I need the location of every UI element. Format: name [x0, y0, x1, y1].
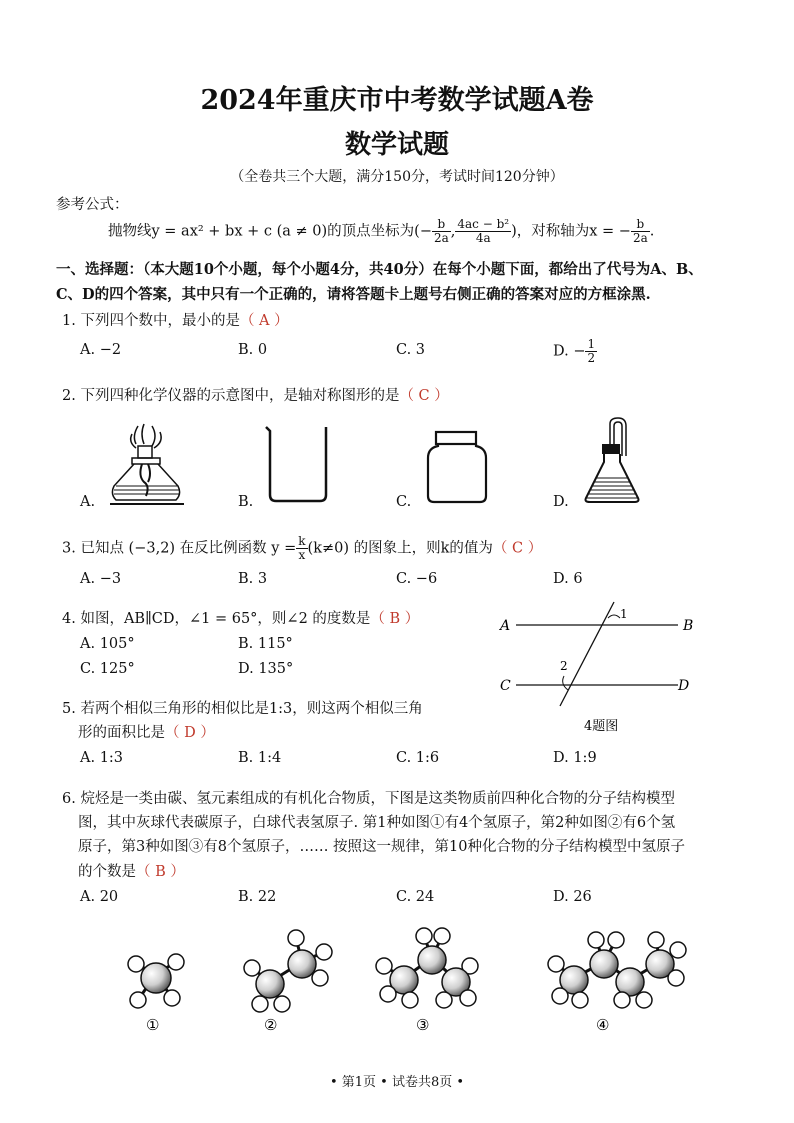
q6-option-a: A. 20: [80, 889, 119, 905]
page-subtitle: 数学试题: [344, 130, 449, 160]
molecule-4-label: ④: [596, 1016, 610, 1034]
formula-axis: $\frac{b}{2a}$: [632, 217, 648, 245]
q1-answer: （ A ）: [239, 313, 289, 329]
exam-note: （全卷共三个大题，满分150分，考试时间120分钟）: [230, 169, 564, 185]
q1-option-d: D. − $\frac{1}{2}$: [553, 337, 596, 365]
q5-stem-line2: 形的面积比是（ D ）: [78, 725, 215, 741]
q4-stem: 4. 如图，AB∥CD，∠1 = 65°，则∠2 的度数是（ B ）: [62, 611, 420, 627]
q6-answer: （ B ）: [136, 864, 185, 880]
angle-1-label: 1: [620, 607, 628, 621]
label-c: C: [500, 678, 511, 694]
molecule-4: [548, 932, 686, 1008]
q4-option-c: C. 125°: [80, 661, 135, 677]
q4-option-a: A. 105°: [80, 636, 135, 652]
q2-option-c: C.: [396, 494, 412, 510]
molecule-2-label: ②: [264, 1016, 278, 1034]
q2-answer: （ C ）: [399, 388, 449, 404]
q6-line4: 的个数是（ B ）: [78, 864, 185, 880]
figure-caption: 4题图: [584, 719, 619, 734]
q2-option-a: A.: [80, 494, 96, 510]
page-title: 2024年重庆市中考数学试题A卷: [200, 85, 594, 116]
q5-option-b: B. 1:4: [238, 750, 282, 766]
label-a: A: [500, 618, 511, 634]
q2-option-d: D.: [553, 494, 569, 510]
formula-vertex-y: $\frac{\text{4ac − b²}}{4a}$: [457, 217, 510, 245]
beaker-figure: [262, 423, 332, 505]
q1-option-a: A. −2: [80, 342, 122, 358]
molecule-figures: [110, 922, 710, 1040]
q5-answer: （ D ）: [165, 725, 215, 741]
formula-line: 抛物线y = ax² + bx + c (a ≠ 0)的顶点坐标为(− $\frac{b}{2a}$ , $\frac{\text{4ac − b²}}{4a}$ )，对称轴为x = − $\frac{b}{2a}$ .: [108, 217, 655, 245]
q5-stem-line1: 5. 若两个相似三角形的相似比是1:3，则这两个相似三角: [62, 701, 423, 717]
formula-prefix: 抛物线y = ax² + bx + c (a ≠ 0)的顶点坐标为(−: [108, 223, 432, 240]
q5-option-c: C. 1:6: [396, 750, 440, 766]
q3-fraction: $\frac{k}{x}$: [298, 534, 306, 562]
bottle-figure: [424, 428, 490, 506]
q3-option-d: D. 6: [553, 571, 583, 587]
flask-figure: [580, 416, 660, 508]
page-footer: • 第1页 • 试卷共8页 •: [329, 1075, 465, 1090]
molecule-3: [376, 928, 478, 1008]
formula-label: 参考公式：: [56, 197, 129, 213]
q1-option-b: B. 0: [238, 342, 268, 358]
molecule-1: [128, 954, 184, 1008]
molecule-2: [244, 930, 332, 1012]
q6-option-c: C. 24: [396, 889, 435, 905]
q2-option-b: B.: [238, 494, 254, 510]
q3-option-b: B. 3: [238, 571, 268, 587]
q5-option-d: D. 1:9: [553, 750, 597, 766]
q3-option-a: A. −3: [80, 571, 122, 587]
q6-option-b: B. 22: [238, 889, 277, 905]
q6-line1: 6. 烷烃是一类由碳、氢元素组成的有机化合物质，下图是这类物质前四种化合物的分子结构模型: [62, 791, 675, 807]
q4-option-b: B. 115°: [238, 636, 293, 652]
alcohol-lamp-figure: [102, 420, 192, 512]
q4-option-d: D. 135°: [238, 661, 294, 677]
formula-vertex-x: $\frac{b}{2a}$: [433, 217, 449, 245]
q2-stem: 2. 下列四种化学仪器的示意图中，是轴对称图形的是（ C ）: [62, 388, 449, 404]
q3-option-c: C. −6: [396, 571, 438, 587]
q5-option-a: A. 1:3: [80, 750, 124, 766]
molecule-3-label: ③: [416, 1016, 430, 1034]
q1-option-c: C. 3: [396, 342, 426, 358]
label-b: B: [683, 618, 694, 634]
q4-answer: （ B ）: [370, 611, 420, 627]
section-heading-line1: 一、选择题：（本大题10个小题，每个小题4分，共40分）在每个小题下面，都给出了代号为A、B、: [56, 261, 703, 278]
q1-stem: 1. 下列四个数中，最小的是（ A ）: [62, 313, 289, 329]
section-heading-line2: C、D的四个答案，其中只有一个正确的，请将答题卡上题号右侧正确的答案对应的方框涂黑.: [56, 286, 651, 303]
molecule-1-label: ①: [146, 1016, 160, 1034]
q6-option-d: D. 26: [553, 889, 592, 905]
label-d: D: [678, 678, 690, 694]
q3-stem: 3. 已知点 (−3,2) 在反比例函数 y = $\frac{k}{x}$ (k≠0) 的图象上，则k的值为（ C ）: [62, 534, 543, 562]
q6-line2: 图，其中灰球代表碳原子，白球代表氢原子. 第1种如图①有4个氢原子，第2种如图②有6个氢: [78, 815, 676, 831]
angle-2-label: 2: [560, 659, 568, 673]
parallel-lines-figure: [490, 598, 710, 738]
q3-answer: （ C ）: [492, 540, 543, 557]
q6-line3: 原子，第3种如图③有8个氢原子，…… 按照这一规律，第10种化合物的分子结构模型中氢原子: [78, 839, 686, 855]
